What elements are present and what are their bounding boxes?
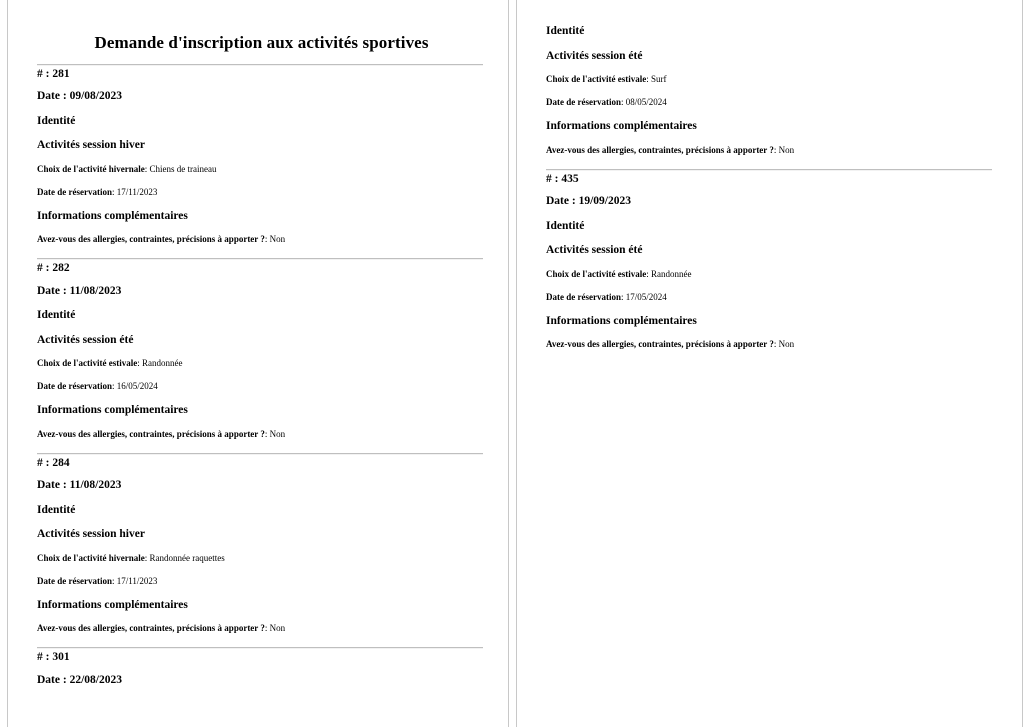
- record-id-value: 284: [52, 456, 70, 469]
- activity-field: [37, 554, 486, 563]
- record-date-line: [546, 196, 1000, 208]
- activity-label: Choix de l'activité estivale: [546, 74, 647, 84]
- field-colon: :: [264, 234, 268, 245]
- record-id-label: # :: [37, 67, 50, 80]
- field-colon: :: [620, 97, 624, 107]
- record-id-line: [37, 458, 486, 470]
- activity-value: Chiens de traineau: [149, 163, 217, 174]
- extra-info-heading: Informations complémentaires: [546, 120, 697, 132]
- record-date-line: [37, 480, 486, 492]
- reservation-label: Date de réservation: [546, 291, 621, 302]
- field-colon: :: [111, 186, 115, 197]
- reservation-field: [37, 577, 486, 586]
- record-id-label: # :: [546, 172, 559, 185]
- record-date-line: [37, 91, 486, 103]
- record-date-line: [37, 286, 486, 298]
- activity-value: Randonnée: [142, 358, 183, 369]
- record-date-value: 11/08/2023: [69, 479, 122, 492]
- activity-label: Choix de l'activité hivernale: [37, 552, 145, 563]
- field-colon: :: [646, 268, 649, 279]
- document-page-2: [516, 0, 1023, 727]
- activity-value: Randonnée raquettes: [149, 552, 225, 563]
- reservation-field: [546, 293, 1000, 302]
- record-date-label: Date :: [37, 90, 67, 103]
- reservation-value: 17/11/2023: [116, 186, 158, 197]
- record-281: [37, 64, 486, 245]
- allergies-value: Non: [269, 234, 286, 245]
- reservation-label: Date de réservation: [37, 186, 112, 197]
- record-separator: [37, 64, 483, 66]
- activity-value: Randonnée: [651, 268, 692, 279]
- field-colon: :: [773, 339, 777, 349]
- reservation-value: 16/05/2024: [116, 381, 158, 392]
- identity-heading: Identité: [37, 114, 76, 127]
- record-id-label: # :: [37, 456, 50, 469]
- record-301-start: [37, 647, 486, 686]
- record-separator: [37, 258, 483, 260]
- record-id-value: 435: [561, 172, 579, 185]
- activity-field: [546, 75, 1000, 84]
- field-colon: :: [773, 144, 777, 155]
- extra-info-heading: Informations complémentaires: [37, 209, 188, 222]
- allergies-field: [546, 340, 1000, 349]
- reservation-value: 08/05/2024: [625, 97, 667, 107]
- field-colon: :: [264, 428, 268, 439]
- session-heading: Activités session hiver: [37, 528, 145, 541]
- record-id-value: 301: [52, 651, 70, 664]
- activity-field: [37, 359, 486, 368]
- record-date-value: 11/08/2023: [69, 284, 122, 297]
- record-id-value: 282: [52, 262, 70, 275]
- reservation-label: Date de réservation: [546, 97, 621, 107]
- reservation-field: [37, 382, 486, 391]
- allergies-value: Non: [778, 339, 795, 349]
- record-id-label: # :: [37, 651, 50, 664]
- reservation-field: [37, 188, 486, 197]
- reservation-field: [546, 98, 1000, 107]
- activity-value: Surf: [651, 74, 667, 84]
- field-colon: :: [111, 381, 115, 392]
- allergies-field: [546, 146, 1000, 155]
- reservation-value: 17/05/2024: [625, 291, 667, 302]
- record-date-label: Date :: [546, 195, 576, 207]
- field-colon: :: [264, 623, 268, 634]
- allergies-label: Avez-vous des allergies, contraintes, précisions à apporter ?: [546, 339, 774, 349]
- page-title: Demande d'inscription aux activités sportives: [94, 33, 429, 52]
- record-date-value: 19/09/2023: [578, 195, 631, 207]
- record-date-label: Date :: [37, 284, 67, 297]
- document-page-1: [7, 0, 509, 727]
- allergies-field: [37, 235, 486, 244]
- record-date-line: [37, 675, 486, 687]
- record-separator: [37, 647, 483, 649]
- page-1-content: [8, 0, 508, 727]
- field-colon: :: [144, 552, 148, 563]
- field-colon: :: [620, 291, 624, 302]
- field-colon: :: [137, 358, 140, 369]
- allergies-value: Non: [269, 428, 286, 439]
- record-435: [546, 169, 1000, 350]
- field-colon: :: [646, 74, 649, 84]
- activity-field: [37, 165, 486, 174]
- record-301-continued: [546, 26, 1000, 155]
- record-date-value: 09/08/2023: [69, 90, 122, 103]
- activity-label: Choix de l'activité estivale: [37, 358, 138, 369]
- identity-heading: Identité: [37, 309, 76, 322]
- record-separator: [546, 169, 992, 171]
- record-282: [37, 258, 486, 439]
- session-heading: Activités session hiver: [37, 139, 145, 152]
- allergies-value: Non: [778, 144, 795, 155]
- activity-label: Choix de l'activité estivale: [546, 268, 647, 279]
- record-separator: [37, 453, 483, 455]
- allergies-label: Avez-vous des allergies, contraintes, précisions à apporter ?: [37, 234, 265, 245]
- record-id-value: 281: [52, 67, 70, 80]
- extra-info-heading: Informations complémentaires: [546, 314, 697, 327]
- session-heading: Activités session été: [546, 49, 643, 62]
- activity-field: [546, 270, 1000, 279]
- record-id-line: [546, 174, 1000, 186]
- allergies-field: [37, 624, 486, 633]
- record-date-value: 22/08/2023: [69, 673, 122, 686]
- allergies-value: Non: [269, 623, 286, 634]
- allergies-label: Avez-vous des allergies, contraintes, précisions à apporter ?: [37, 428, 265, 439]
- record-id-line: [37, 69, 486, 81]
- record-id-label: # :: [37, 262, 50, 275]
- extra-info-heading: Informations complémentaires: [37, 598, 188, 611]
- record-date-label: Date :: [37, 479, 67, 492]
- allergies-label: Avez-vous des allergies, contraintes, précisions à apporter ?: [37, 623, 265, 634]
- reservation-label: Date de réservation: [37, 381, 112, 392]
- field-colon: :: [144, 163, 148, 174]
- reservation-value: 17/11/2023: [116, 575, 158, 586]
- record-id-line: [37, 652, 486, 664]
- record-284: [37, 453, 486, 634]
- identity-heading: Identité: [546, 25, 585, 37]
- page-2-content: [517, 0, 1022, 727]
- identity-heading: Identité: [37, 503, 76, 516]
- activity-label: Choix de l'activité hivernale: [37, 163, 145, 174]
- session-heading: Activités session été: [37, 333, 134, 346]
- identity-heading: Identité: [546, 219, 585, 232]
- record-id-line: [37, 263, 486, 275]
- allergies-label: Avez-vous des allergies, contraintes, précisions à apporter ?: [546, 144, 774, 155]
- session-heading: Activités session été: [546, 244, 643, 256]
- field-colon: :: [111, 575, 115, 586]
- reservation-label: Date de réservation: [37, 575, 112, 586]
- allergies-field: [37, 430, 486, 439]
- extra-info-heading: Informations complémentaires: [37, 404, 188, 417]
- record-date-label: Date :: [37, 673, 67, 686]
